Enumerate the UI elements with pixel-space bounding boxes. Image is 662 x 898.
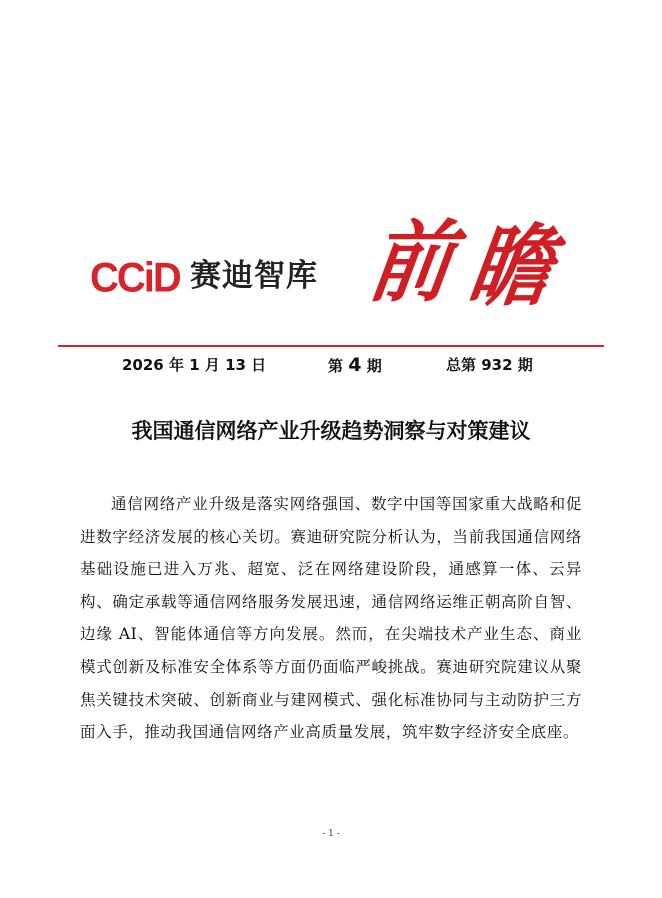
header-divider — [58, 345, 604, 347]
issue-number-prefix: 第 — [328, 357, 344, 375]
page-number: - 1 - — [322, 829, 340, 839]
series-title-char-qian: 前 — [362, 211, 460, 315]
series-title-char-zhan: 瞻 — [462, 215, 560, 319]
issue-number-value: 4 — [348, 354, 362, 376]
issue-number — [328, 354, 382, 376]
article-paragraph: 通信网络产业升级是落实网络强国、数字中国等国家重大战略和促进数字经济发展的核心关切。赛迪研究院分析认为，当前我国通信网络基础设施已进入万兆、超宽、泛在网络建设阶段，通感算一体、云异构、确定承载等通信网络服务发展迅速，通信网络运维正朝高阶自智、边缘 AI、智能体通信等方向发展。然而，在尖端技术产业生态、商业模式创新及标准安全体系等方面仍面临严峻挑战。赛迪研究院建议从聚焦关键技术突破、创新商业与建网模式、强化标准协同与主动防护三方面入手，推动我国通信网络产业高质量发展，筑牢数字经济安全底座。 — [80, 495, 582, 742]
issue-total: 总第 932 期 — [446, 356, 533, 374]
ccid-logo: CCiD — [90, 254, 180, 302]
issue-date: 2026 年 1 月 13 日 — [122, 356, 267, 374]
masthead — [0, 0, 662, 340]
issue-number-suffix: 期 — [366, 357, 382, 375]
ccid-think-tank-logo-text: 赛迪智库 — [190, 258, 318, 294]
article-title: 我国通信网络产业升级趋势洞察与对策建议 — [131, 419, 531, 443]
